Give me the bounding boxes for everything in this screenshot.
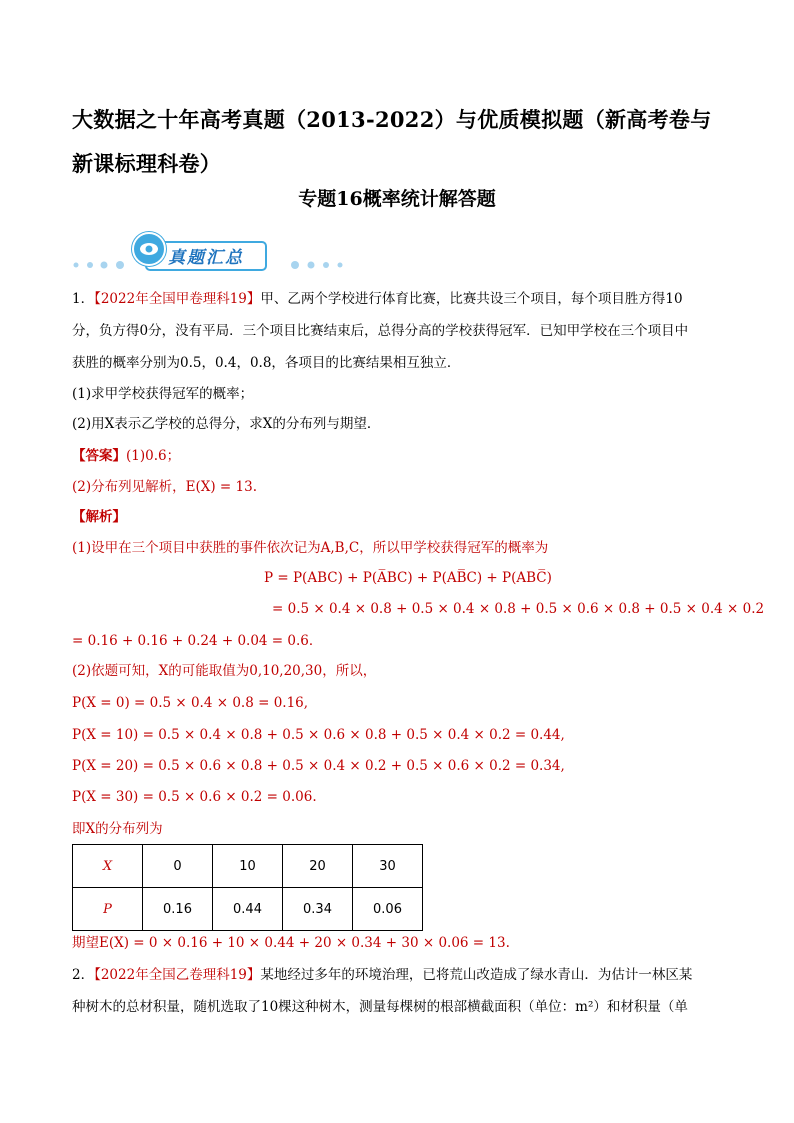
prob-x10: P(X = 10) = 0.5 × 0.4 × 0.8 + 0.5 × 0.6 × 0.8 + 0.5 × 0.4 × 0.2 = 0.44,: [72, 727, 565, 743]
q1-text-line3: 获胜的概率分别为0.5，0.4，0.8，各项目的比赛结果相互独立．: [72, 355, 461, 371]
q1-text-line2: 分，负方得0分，没有平局．三个项目比赛结束后，总得分高的学校获得冠军．已知甲学校在三个项目中: [72, 323, 689, 339]
table-row: [73, 845, 423, 888]
section-subtitle: 专题16概率统计解答题: [298, 188, 496, 210]
answer-part1: (1)0.6；: [126, 448, 181, 464]
table-cell: 30: [353, 845, 423, 888]
q1-text-line1: 甲、乙两个学校进行体育比赛，比赛共设三个项目，每个项目胜方得10: [260, 291, 683, 307]
answer-label: 【答案】: [72, 448, 126, 464]
q1-line1: [72, 289, 683, 309]
expectation-line: 期望E(X) = 0 × 0.16 + 10 × 0.44 + 20 × 0.34 + 30 × 0.06 = 13.: [72, 935, 510, 951]
prob-x20: P(X = 20) = 0.5 × 0.6 × 0.8 + 0.5 × 0.4 × 0.2 + 0.5 × 0.6 × 0.2 = 0.34,: [72, 758, 565, 774]
table-cell: X: [73, 845, 143, 888]
table-cell: 0.06: [353, 888, 423, 931]
q1-answer-line1: [72, 446, 180, 466]
banner-label: 真题汇总: [168, 248, 244, 268]
section-banner: [70, 230, 350, 278]
table-cell: 20: [283, 845, 353, 888]
q1-number: 1．: [72, 291, 95, 307]
q1-part1: (1)求甲学校获得冠军的概率；: [72, 386, 254, 402]
q2-line1: [72, 965, 692, 985]
eye-icon: [132, 232, 166, 266]
q2-text-line1: 某地经过多年的环境治理，已将荒山改造成了绿水青山．为估计一林区某: [260, 967, 693, 983]
table-cell: 0: [143, 845, 213, 888]
table-cell: 0.44: [213, 888, 283, 931]
q2-source: 【2022年全国乙卷理科19】: [94, 967, 261, 983]
table-row: [73, 888, 423, 931]
q2-number: 2．: [72, 967, 95, 983]
analysis-label: 【解析】: [72, 509, 126, 525]
distribution-intro: 即X的分布列为: [72, 821, 163, 837]
q1-source: 【2022年全国甲卷理科19】: [94, 291, 261, 307]
table-cell: 0.16: [143, 888, 213, 931]
solution1-eq1: P = P(ABC) + P(A̅BC) + P(AB̅C) + P(ABC̅): [264, 570, 552, 586]
prob-x30: P(X = 30) = 0.5 × 0.6 × 0.2 = 0.06.: [72, 789, 317, 805]
prob-x0: P(X = 0) = 0.5 × 0.4 × 0.8 = 0.16,: [72, 695, 309, 711]
q2-text-line2: 种树木的总材积量，随机选取了10棵这种树木，测量每棵树的根部横截面积（单位：m²）和材积量（单: [72, 999, 688, 1015]
distribution-table: [72, 844, 423, 931]
solution1-eq2: = 0.5 × 0.4 × 0.8 + 0.5 × 0.4 × 0.8 + 0.5 × 0.6 × 0.8 + 0.5 × 0.4 × 0.2: [272, 601, 765, 617]
answer-part2: (2)分布列见解析，E(X) = 13.: [72, 479, 257, 495]
solution1-intro: (1)设甲在三个项目中获胜的事件依次记为A,B,C，所以甲学校获得冠军的概率为: [72, 540, 549, 556]
solution1-eq3: = 0.16 + 0.16 + 0.24 + 0.04 = 0.6．: [72, 633, 323, 649]
table-cell: 0.34: [283, 888, 353, 931]
document-title: 大数据之十年高考真题（2013-2022）与优质模拟题（新高考卷与新课标理科卷）: [72, 107, 712, 176]
table-cell: 10: [213, 845, 283, 888]
solution2-intro: (2)依题可知，X的可能取值为0,10,20,30，所以，: [72, 663, 377, 679]
table-cell: P: [73, 888, 143, 931]
q1-part2: (2)用X表示乙学校的总得分，求X的分布列与期望．: [72, 416, 381, 432]
